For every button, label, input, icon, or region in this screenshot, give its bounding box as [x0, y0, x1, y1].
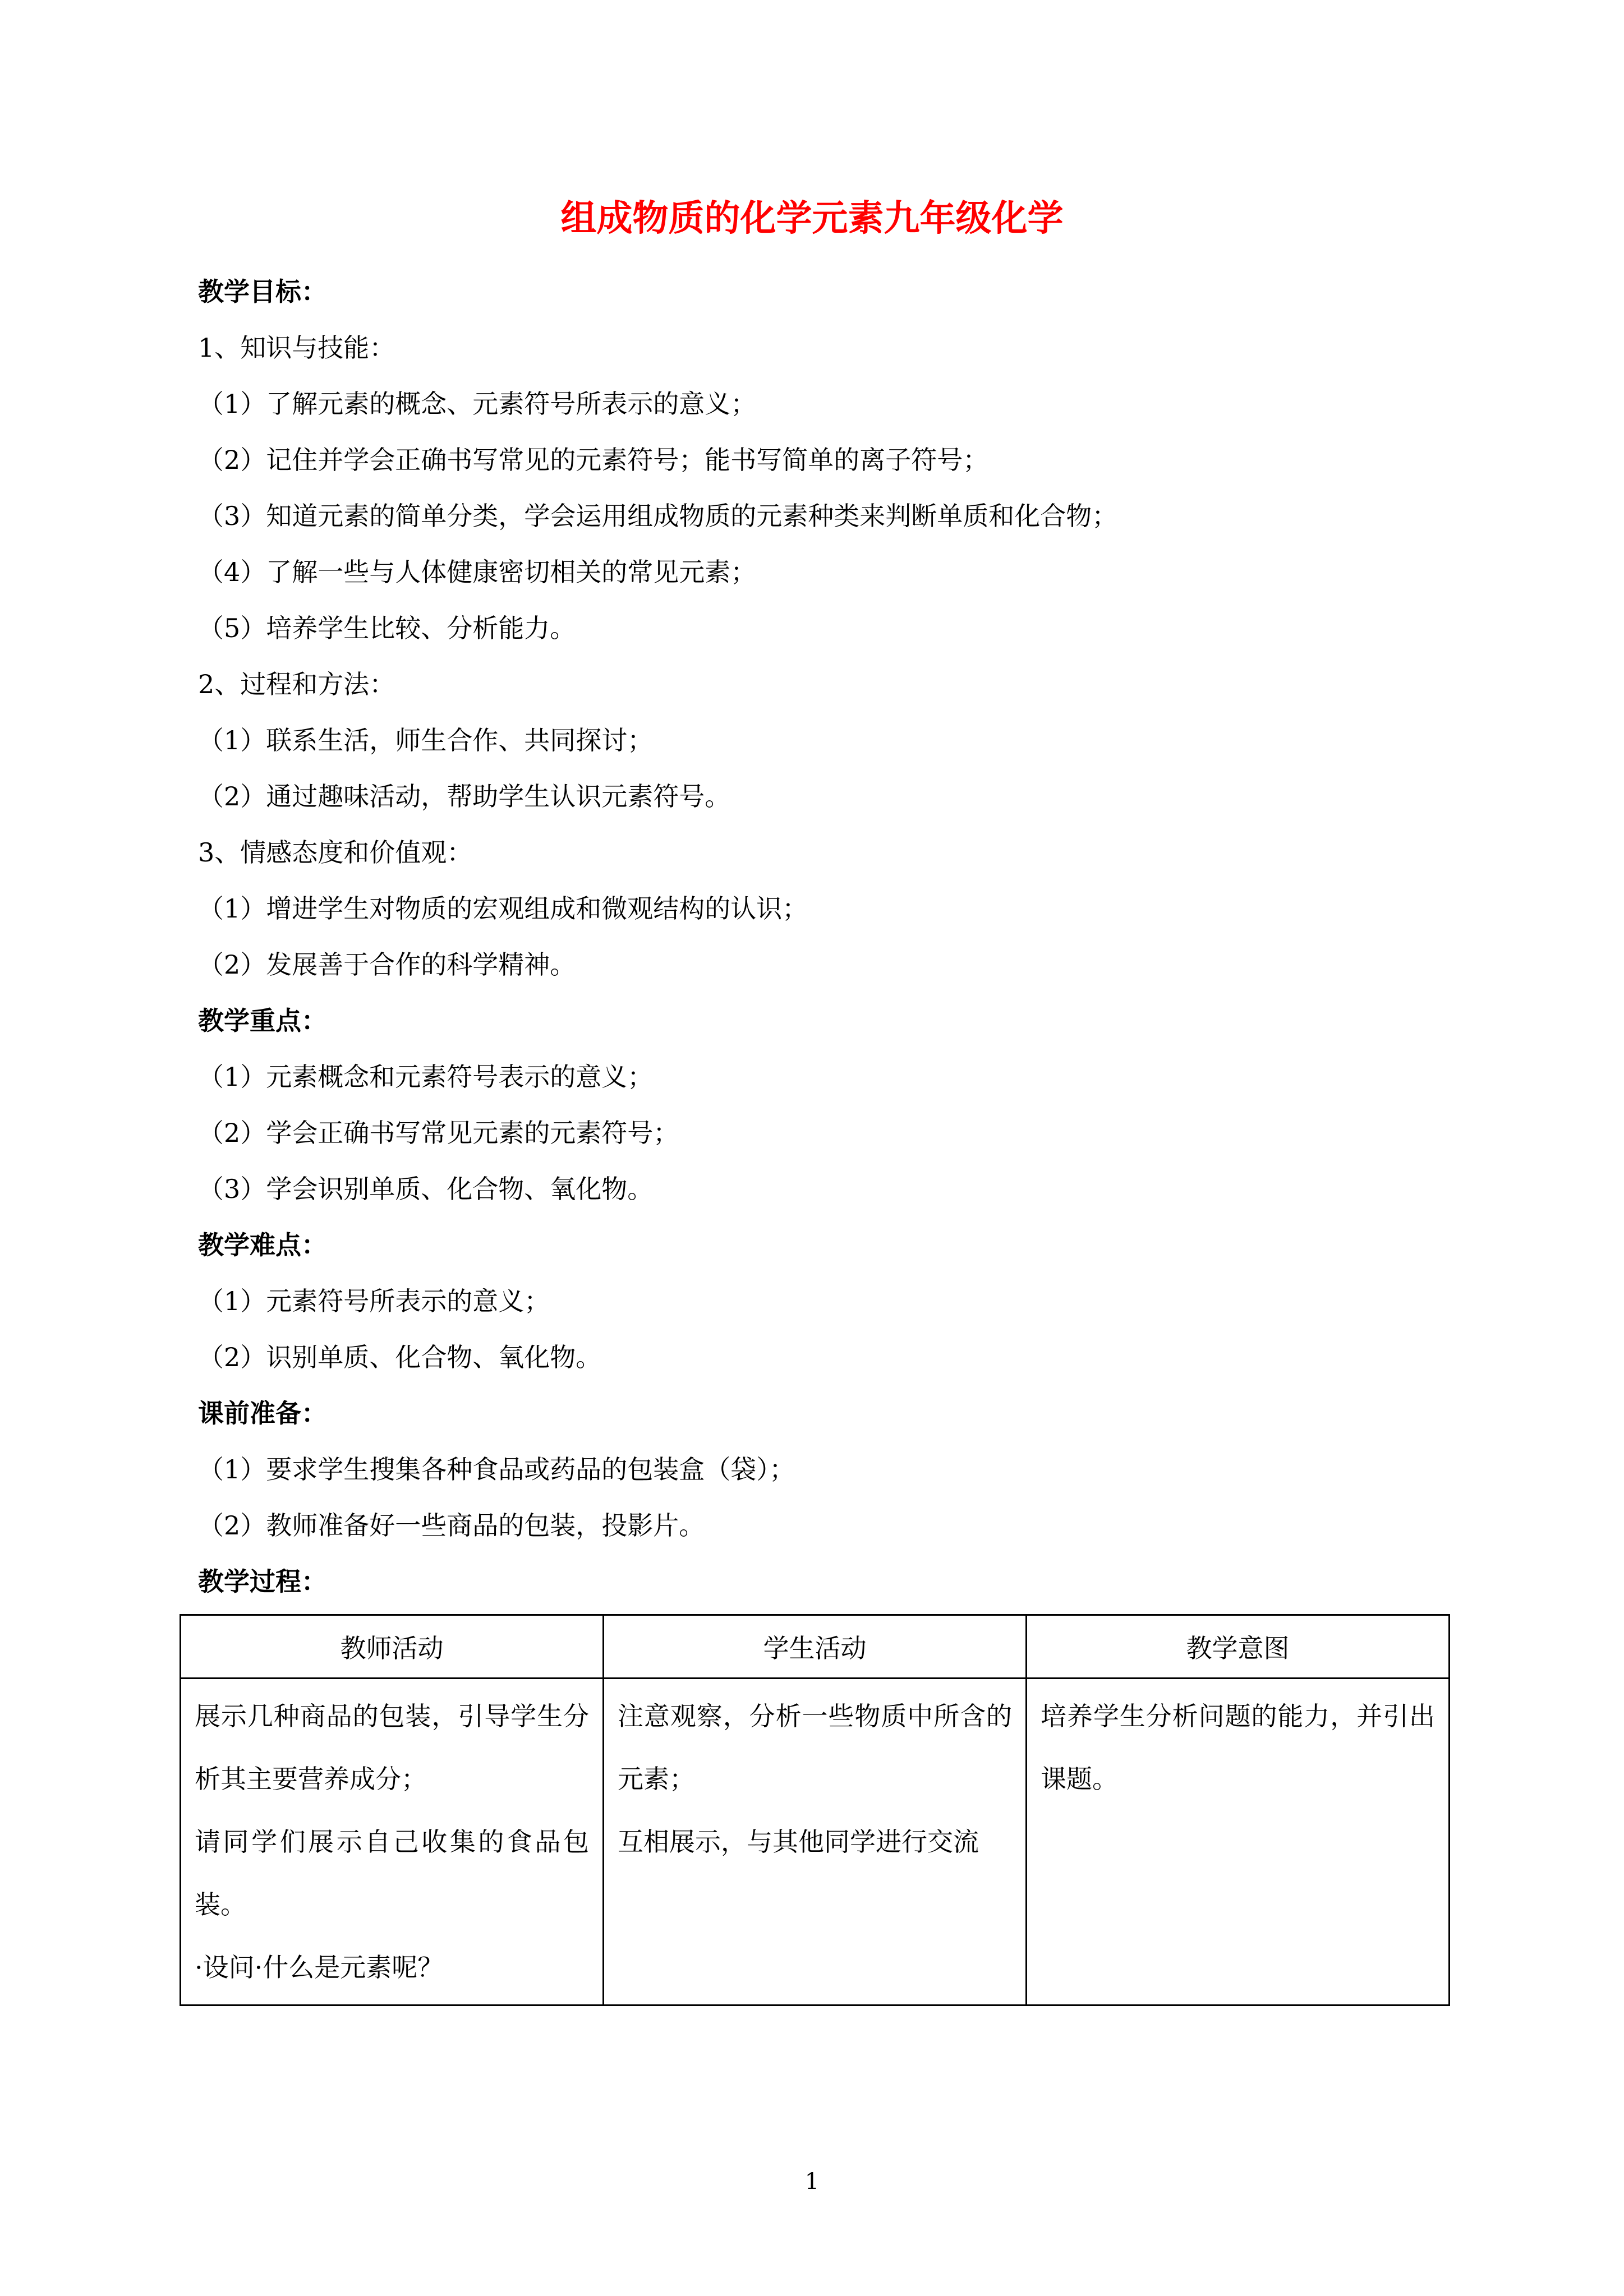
text-line: 2、过程和方法：: [198, 669, 395, 699]
section-heading: 教学过程：: [198, 1566, 327, 1597]
text-line: （2）通过趣味活动，帮助学生认识元素符号。: [198, 781, 731, 812]
table-row: [181, 1679, 1450, 2005]
header-teaching-intent: 教学意图: [1027, 1615, 1450, 1679]
text-line: （2）教师准备好一些商品的包装，投影片。: [198, 1510, 705, 1541]
text-line: （1）联系生活，师生合作、共同探讨；: [198, 725, 654, 755]
cell-text: 请同学们展示自己收集的食品包装。: [195, 1827, 589, 1920]
text-line: （1）增进学生对物质的宏观组成和微观结构的认识；: [198, 893, 808, 924]
cell-text: 展示几种商品的包装，引导学生分析其主要营养成分；: [195, 1701, 589, 1794]
text-line: （3）知道元素的简单分类，学会运用组成物质的元素种类来判断单质和化合物；: [198, 501, 1118, 531]
text-line: （2）学会正确书写常见元素的元素符号；: [198, 1118, 679, 1148]
lesson-plan-text: [198, 264, 1443, 1610]
section-heading: 教学目标：: [198, 276, 327, 307]
text-line: 1、知识与技能：: [198, 333, 395, 363]
header-student-activity: 学生活动: [604, 1615, 1027, 1679]
text-line: （1）要求学生搜集各种食品或药品的包装盒（袋）；: [198, 1454, 795, 1484]
text-line: （2）发展善于合作的科学精神。: [198, 949, 576, 980]
cell-text: 互相展示，与其他同学进行交流: [618, 1827, 979, 1857]
table-header-row: [181, 1615, 1450, 1679]
page-number: 1: [804, 2169, 820, 2194]
text-line: （2）记住并学会正确书写常见的元素符号；能书写简单的离子符号；: [198, 445, 989, 475]
teaching-process-table: [180, 1614, 1450, 2006]
header-teacher-activity: 教师活动: [181, 1615, 604, 1679]
document-title: 组成物质的化学元素九年级化学: [560, 197, 1064, 239]
text-line: （1）元素符号所表示的意义；: [198, 1286, 550, 1316]
cell-text: 注意观察，分析一些物质中所含的元素；: [618, 1701, 1012, 1794]
cell-teacher-activity: [181, 1679, 604, 2005]
section-heading: 教学难点：: [198, 1230, 327, 1260]
section-heading: 教学重点：: [198, 1006, 327, 1036]
cell-text: ·设问·什么是元素呢？: [195, 1952, 444, 1983]
cell-student-activity: [604, 1679, 1027, 2005]
section-heading: 课前准备：: [198, 1398, 327, 1428]
text-line: （4）了解一些与人体健康密切相关的常见元素；: [198, 557, 757, 587]
text-line: （1）了解元素的概念、元素符号所表示的意义；: [198, 389, 757, 419]
text-line: （3）学会识别单质、化合物、氧化物。: [198, 1174, 654, 1204]
text-line: （2）识别单质、化合物、氧化物。: [198, 1342, 602, 1372]
text-line: （1）元素概念和元素符号表示的意义；: [198, 1062, 654, 1092]
cell-teaching-intent: [1027, 1679, 1450, 2005]
text-line: （5）培养学生比较、分析能力。: [198, 613, 576, 643]
text-line: 3、情感态度和价值观：: [198, 837, 473, 868]
cell-text: 培养学生分析问题的能力，并引出课题。: [1041, 1701, 1435, 1794]
